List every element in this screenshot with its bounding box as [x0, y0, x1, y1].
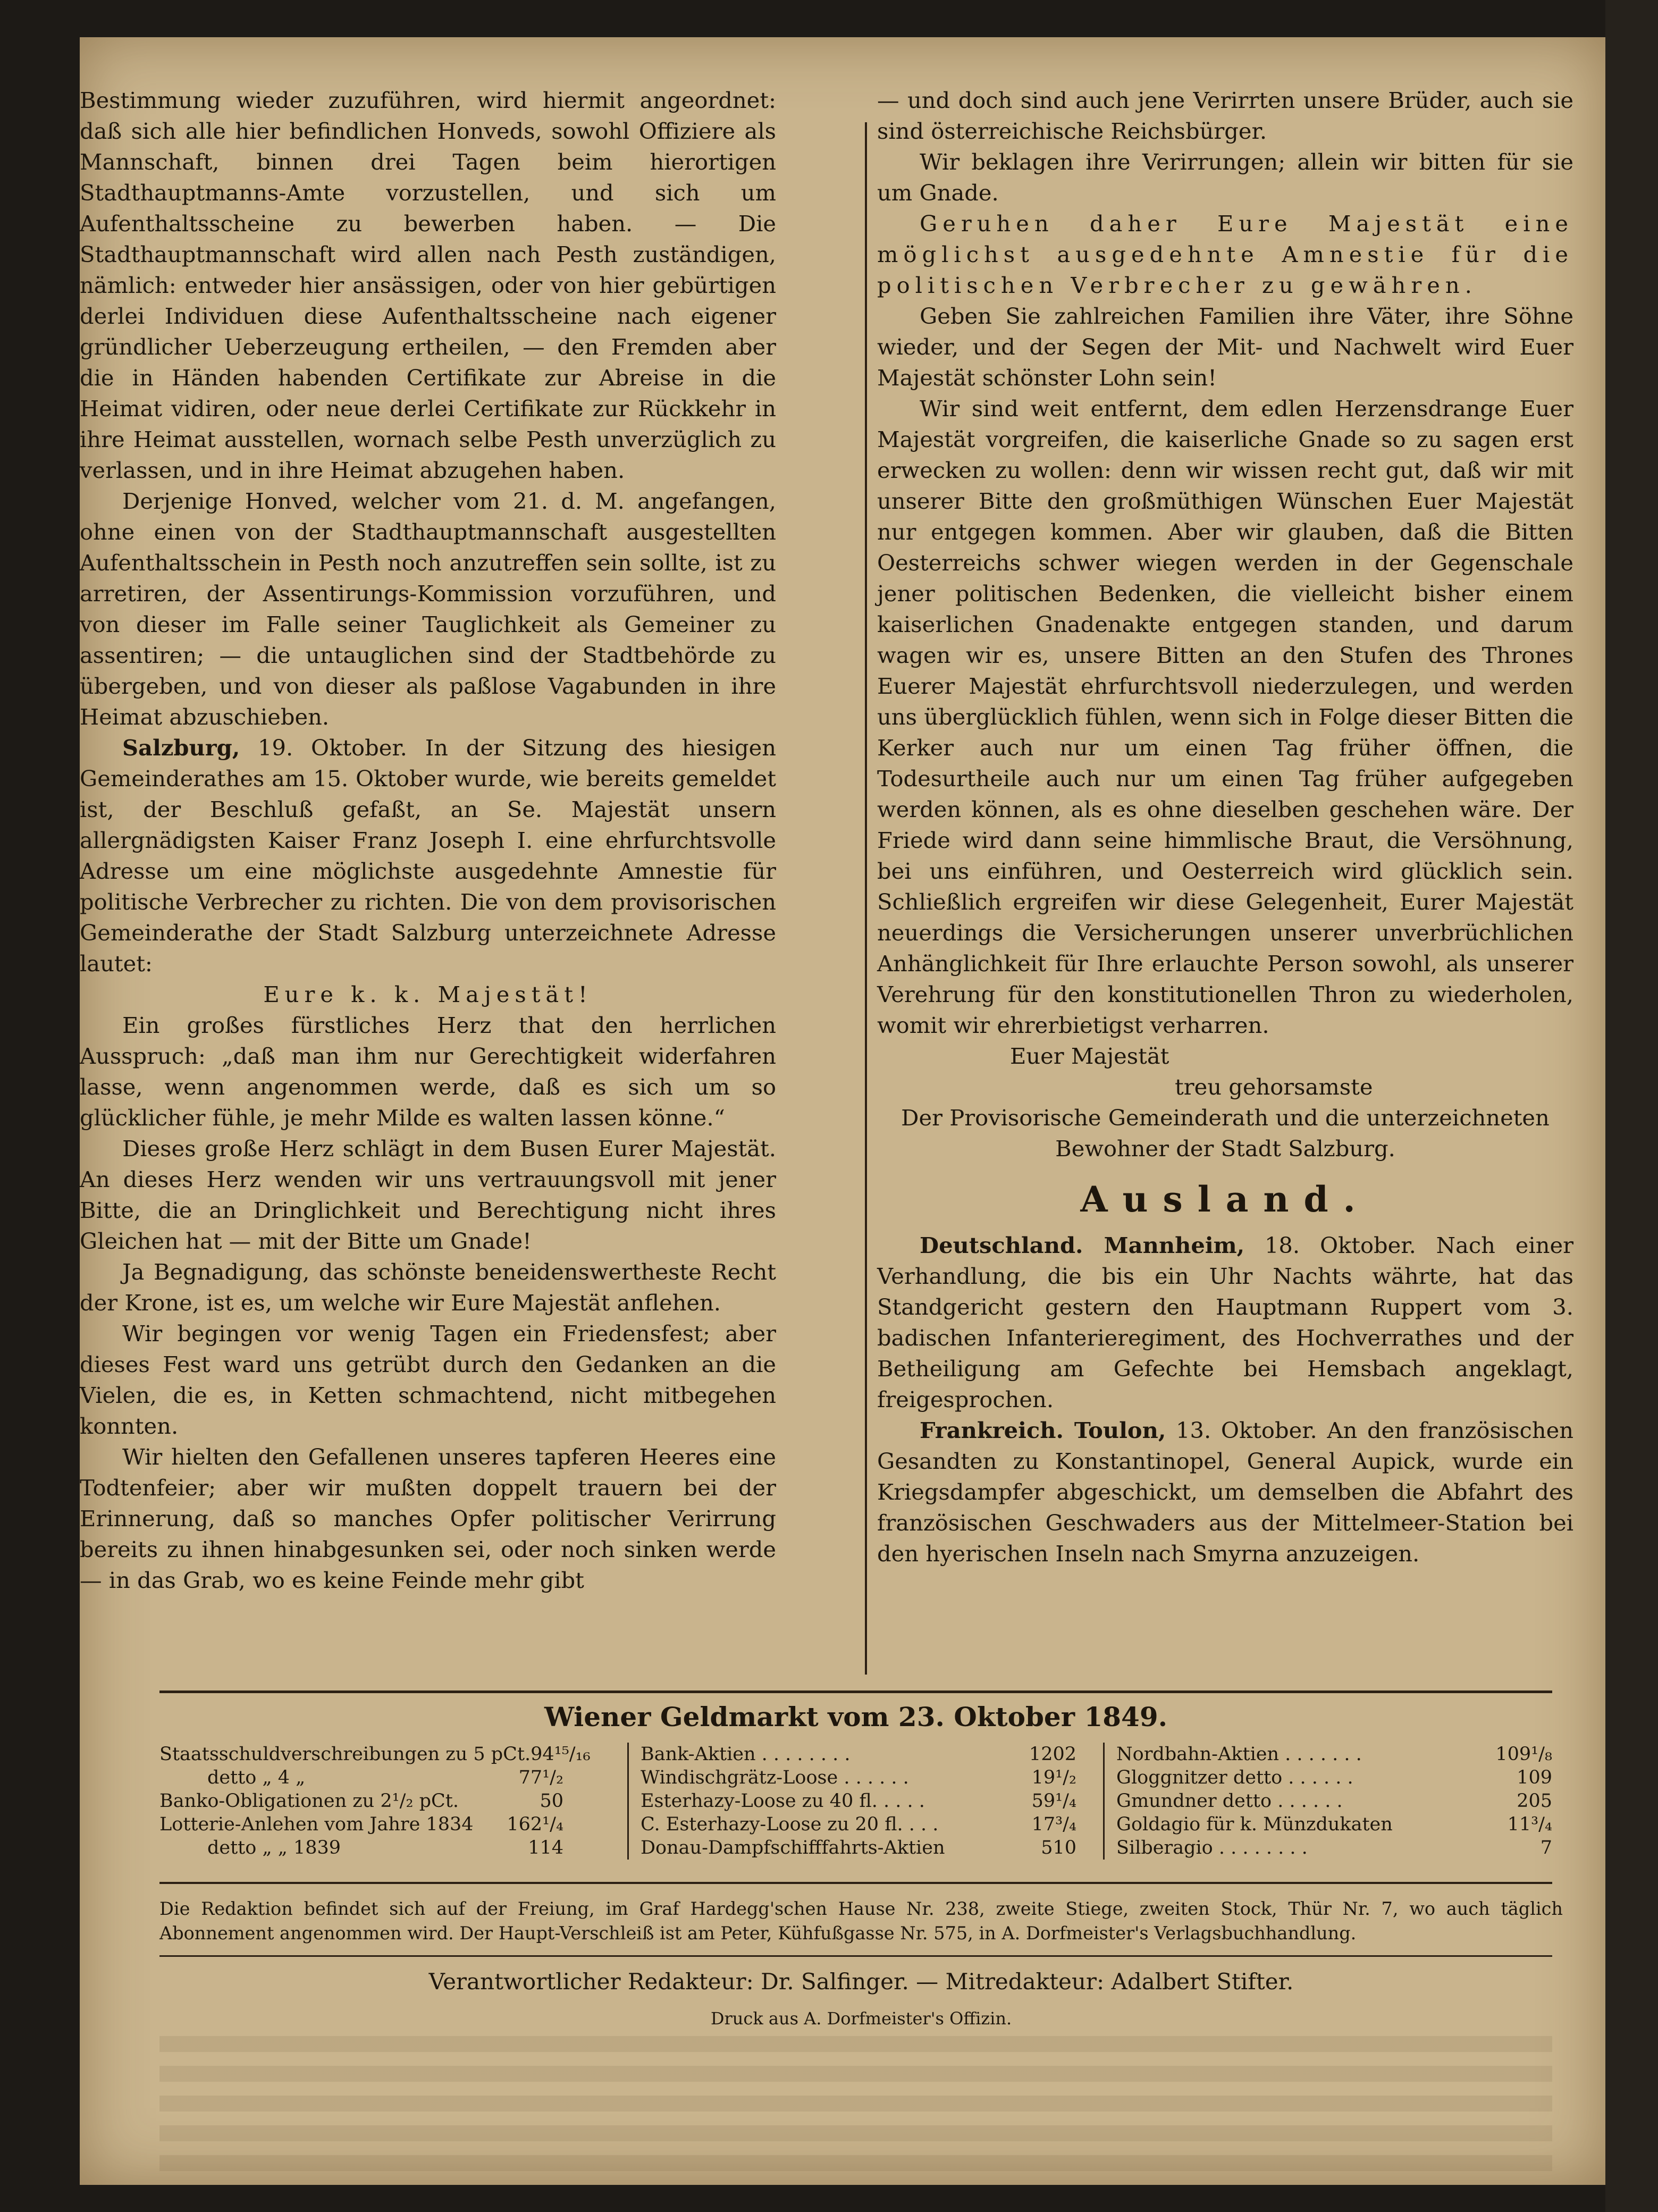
market-item-value: 19¹/₂: [1031, 1767, 1076, 1788]
closing-salutation: Euer Majestät: [1010, 1043, 1169, 1069]
market-top-rule: [159, 1690, 1552, 1693]
market-item-name: Silberagio . . . . . . . .: [1116, 1837, 1308, 1858]
market-item-name: detto „ 4 „: [207, 1767, 306, 1788]
germany-report: [877, 1230, 1573, 1415]
market-item-name: Bank-Aktien . . . . . . . .: [641, 1744, 851, 1765]
address-paragraph: Ein großes fürstliches Herz that den herrlichen Ausspruch: „daß man ihm nur Gerechtigkeit widerfahren lasse, wenn angenommen werde, daß es sich um so glücklicher fühle, je mehr Milde es walten lassen könne.“: [80, 1012, 776, 1131]
market-row: [1116, 1813, 1552, 1836]
amnesty-plea: Geruhen daher Eure Majestät eine möglichst ausgedehnte Amnestie für die politischen Verbrecher zu gewähren.: [877, 211, 1573, 298]
address-heading: Eure k. k. Majestät!: [263, 981, 593, 1007]
market-row: [159, 1743, 591, 1766]
market-row: [641, 1813, 1076, 1836]
market-column-bonds: [159, 1743, 591, 1860]
market-item-value: 109: [1517, 1767, 1552, 1788]
market-column-divider: [1103, 1743, 1105, 1860]
market-item-name: Windischgrätz-Loose . . . . . .: [641, 1767, 909, 1788]
market-item-value: 94¹⁵/₁₆: [531, 1744, 591, 1765]
france-report: [877, 1415, 1573, 1569]
address-paragraph: Wir hielten den Gefallenen unseres tapferen Heeres eine Todtenfeier; aber wir mußten doppelt trauern bei der Erinnerung, daß so manches Opfer politischer Verirrung bereits zu ihnen hinabgesunken sei, oder noch sinken werde — in das Grab, wo es keine Feinde mehr gibt: [80, 1444, 776, 1593]
families-paragraph: Geben Sie zahlreichen Familien ihre Väter, ihre Söhne wieder, und der Segen der Mit- und Nachwelt wird Euer Majestät schönster Lohn sein!: [877, 303, 1573, 391]
editors-line: Verantwortlicher Redakteur: Dr. Salfinger. — Mitredakteur: Adalbert Stifter.: [428, 1969, 1294, 1995]
market-item-value: 510: [1041, 1837, 1076, 1858]
market-item-value: 109¹/₈: [1495, 1744, 1552, 1765]
market-item-name: Gloggnitzer detto . . . . . .: [1116, 1767, 1353, 1788]
address-paragraph: Ja Begnadigung, das schönste beneidenswertheste Recht der Krone, ist es, um welche wir Eure Majestät anflehen.: [80, 1259, 776, 1316]
salzburg-report: [80, 733, 776, 979]
market-item-name: Esterhazy-Loose zu 40 fl. . . . .: [641, 1790, 925, 1812]
market-row: [641, 1766, 1076, 1789]
salzburg-dateline: Salzburg,: [122, 735, 240, 761]
market-item-value: 50: [540, 1790, 563, 1812]
market-item-name: detto „ „ 1839: [207, 1837, 341, 1858]
lament-paragraph: Wir beklagen ihre Verirrungen; allein wir bitten für sie um Gnade.: [877, 149, 1573, 206]
bleed-through-area: [159, 2036, 1552, 2174]
market-row: [159, 1789, 563, 1813]
market-row: [641, 1836, 1076, 1860]
honved-arrest-paragraph: Derjenige Honved, welcher vom 21. d. M. angefangen, ohne einen von der Stadthauptmannschaft ausgestellten Aufenthaltsschein in Pesth noch anzutreffen sein sollte, ist zu arretiren, der Assentirungs-Kommission vorzuführen, und von dieser im Falle seiner Tauglichkeit als Gemeiner zu assentiren; — die untauglichen sind der Stadtbehörde zu übergeben, und von dieser als paßlose Vagabunden in ihre Heimat abzuschieben.: [80, 488, 776, 730]
market-item-name: Staatsschuldverschreibungen zu 5 pCt.: [159, 1744, 531, 1765]
market-item-name: Banko-Obligationen zu 2¹/₂ pCt.: [159, 1790, 459, 1812]
market-item-value: 1202: [1029, 1744, 1076, 1765]
market-item-name: Gmundner detto . . . . . .: [1116, 1790, 1343, 1812]
notice-rule: [159, 1882, 1552, 1884]
market-item-value: 114: [528, 1837, 563, 1858]
column-divider: [865, 122, 867, 1675]
market-row: [1116, 1836, 1552, 1860]
address-paragraph: Wir begingen vor wenig Tagen ein Friedensfest; aber dieses Fest ward uns getrübt durch den Gedanken an die Vielen, die es, in Ketten schmachtend, nicht mitbegehen konnten.: [80, 1321, 776, 1439]
market-item-name: Lotterie-Anlehen vom Jahre 1834: [159, 1814, 474, 1835]
market-row: [159, 1766, 563, 1789]
honved-order-paragraph: Bestimmung wieder zuzuführen, wird hiermit angeordnet: daß sich alle hier befindlichen Honveds, sowohl Offiziere als Mannschaft, binnen drei Tagen beim hierortigen Stadthauptmanns-Amte vorzustellen, und sich um Aufenthaltsscheine zu bewerben haben. — Die Stadthauptmannschaft wird allen nach Pesth zuständigen, nämlich: entweder hier ansässigen, oder von hier gebürtigen derlei Individuen diese Aufenthaltsscheine nach eigener gründlicher Ueberzeugung ertheilen, — den Fremden aber die in Händen habenden Certifikate zur Abreise in die Heimat vidiren, oder neue derlei Certifikate zur Rückkehr in ihre Heimat ausstellen, wornach selbe Pesth unverzüglich zu verlassen, und in ihre Heimat abzugehen haben.: [80, 87, 776, 483]
market-item-value: 77¹/₂: [518, 1767, 563, 1788]
section-title-ausland: Ausland.: [1080, 1179, 1370, 1220]
market-item-value: 59¹/₄: [1031, 1790, 1076, 1812]
brothers-paragraph: — und doch sind auch jene Verirrten unsere Brüder, auch sie sind österreichische Reichsbürger.: [877, 87, 1573, 144]
printer-imprint: Druck aus A. Dorfmeister's Offizin.: [710, 2008, 1012, 2029]
salzburg-text: 19. Oktober. In der Sitzung des hiesigen Gemeinderathes am 15. Oktober wurde, wie bereits gemeldet ist, der Beschluß gefaßt, an Se. Majestät unsern allergnädigsten Kaiser Franz Joseph I. eine ehrfurchtsvolle Adresse um eine möglichste ausgedehnte Amnestie für politische Verbrecher zu richten. Die von dem provisorischen Gemeinderathe der Stadt Salzburg unterzeichnete Adresse lautet:: [80, 735, 776, 977]
closing-formula: treu gehorsamste: [1175, 1074, 1373, 1100]
market-row: [641, 1743, 1076, 1766]
market-item-value: 205: [1517, 1790, 1552, 1812]
signatories-residents: Bewohner der Stadt Salzburg.: [1055, 1136, 1395, 1162]
right-column: [877, 85, 1573, 1569]
market-row: [1116, 1743, 1552, 1766]
market-item-name: Goldagio für k. Münzdukaten: [1116, 1814, 1393, 1835]
editors-rule: [159, 1955, 1552, 1957]
market-item-value: 162¹/₄: [507, 1814, 563, 1835]
market-row: [1116, 1766, 1552, 1789]
address-paragraph: Dieses große Herz schlägt in dem Busen Eurer Majestät. An dieses Herz wenden wir uns vertrauungsvoll mit jener Bitte, die an Dringlichkeit und Berechtigung nicht ihres Gleichen hat — mit der Bitte um Gnade!: [80, 1136, 776, 1254]
market-column-shares: [641, 1743, 1076, 1860]
market-item-value: 7: [1540, 1837, 1552, 1858]
france-text: 13. Oktober. An den französischen Gesandten zu Konstantinopel, General Aupick, wurde ein Kriegsdampfer abgeschickt, um demselben die Abfahrt des französischen Geschwaders aus der Mittelmeer-Station bei den hyerischen Inseln nach Smyrna anzuzeigen.: [877, 1417, 1573, 1567]
clemency-paragraph: Wir sind weit entfernt, dem edlen Herzensdrange Euer Majestät vorgreifen, die kaiserliche Gnade so zu sagen erst erwecken zu wollen: denn wir wissen recht gut, daß wir mit unserer Bitte den großmüthigen Wünschen Euer Majestät nur entgegen kommen. Aber wir glauben, daß die Bitten Oesterreichs schwer wiegen werden in der Gegenschale jener politischen Bedenken, die vielleicht bisher einem kaiserlichen Gnadenakte entgegen standen, und darum wagen wir es, unsere Bitten an den Stufen des Thrones Euerer Majestät ehrfurchtsvoll niederzulegen, und werden uns überglücklich fühlen, wenn sich in Folge dieser Bitten die Kerker auch nur um einen Tag früher öffnen, die Todesurtheile auch nur um einen Tag früher aufgegeben werden können, als es ohne dieselben geschehen wäre. Der Friede wird dann seine himmlische Braut, die Versöhnung, bei uns einführen, und Oesterreich wird glücklich sein. Schließlich ergreifen wir diese Gelegenheit, Eurer Majestät neuerdings die Versicherungen unserer unverbrüchlichen Anhänglichkeit für Ihre erlauchte Person sowohl, als unserer Verehrung für den konstitutionellen Thron zu wiederholen, womit wir ehrerbietigst verharren.: [877, 396, 1573, 1038]
germany-dateline: Deutschland. Mannheim,: [920, 1232, 1245, 1258]
market-item-name: Nordbahn-Aktien . . . . . . .: [1116, 1744, 1362, 1765]
market-item-name: C. Esterhazy-Loose zu 20 fl. . . .: [641, 1814, 939, 1835]
market-item-name: Donau-Dampfschifffahrts-Aktien: [641, 1837, 945, 1858]
market-row: [159, 1836, 563, 1860]
editorial-notice: Die Redaktion befindet sich auf der Freiung, im Graf Hardegg'schen Hause Nr. 238, zweite Stiege, zweiten Stock, Thür Nr. 7, wo auch täglich Abonnement angenommen wird. Der Haupt-Verschleiß ist am Peter, Kühfußgasse Nr. 575, in A. Dorfmeister's Verlagsbuchhandlung.: [159, 1898, 1563, 1944]
france-dateline: Frankreich. Toulon,: [920, 1417, 1166, 1443]
market-row: [159, 1813, 563, 1836]
market-row: [1116, 1789, 1552, 1813]
left-column: [80, 85, 776, 1596]
market-item-value: 17³/₄: [1031, 1814, 1076, 1835]
market-item-value: 11³/₄: [1507, 1814, 1552, 1835]
market-row: [641, 1789, 1076, 1813]
market-column-railways: [1116, 1743, 1552, 1860]
signatories: Der Provisorische Gemeinderath und die unterzeichneten: [901, 1105, 1550, 1131]
page-edge-shadow: [1605, 0, 1658, 2212]
market-column-divider: [627, 1743, 629, 1860]
market-title: Wiener Geldmarkt vom 23. Oktober 1849.: [544, 1701, 1168, 1732]
germany-text: 18. Oktober. Nach einer Verhandlung, die bis ein Uhr Nachts währte, hat das Standgericht gestern den Hauptmann Ruppert vom 3. badischen Infanterieregiment, des Hochverrathes und der Betheiligung am Gefechte bei Hemsbach angeklagt, freigesprochen.: [877, 1232, 1573, 1412]
